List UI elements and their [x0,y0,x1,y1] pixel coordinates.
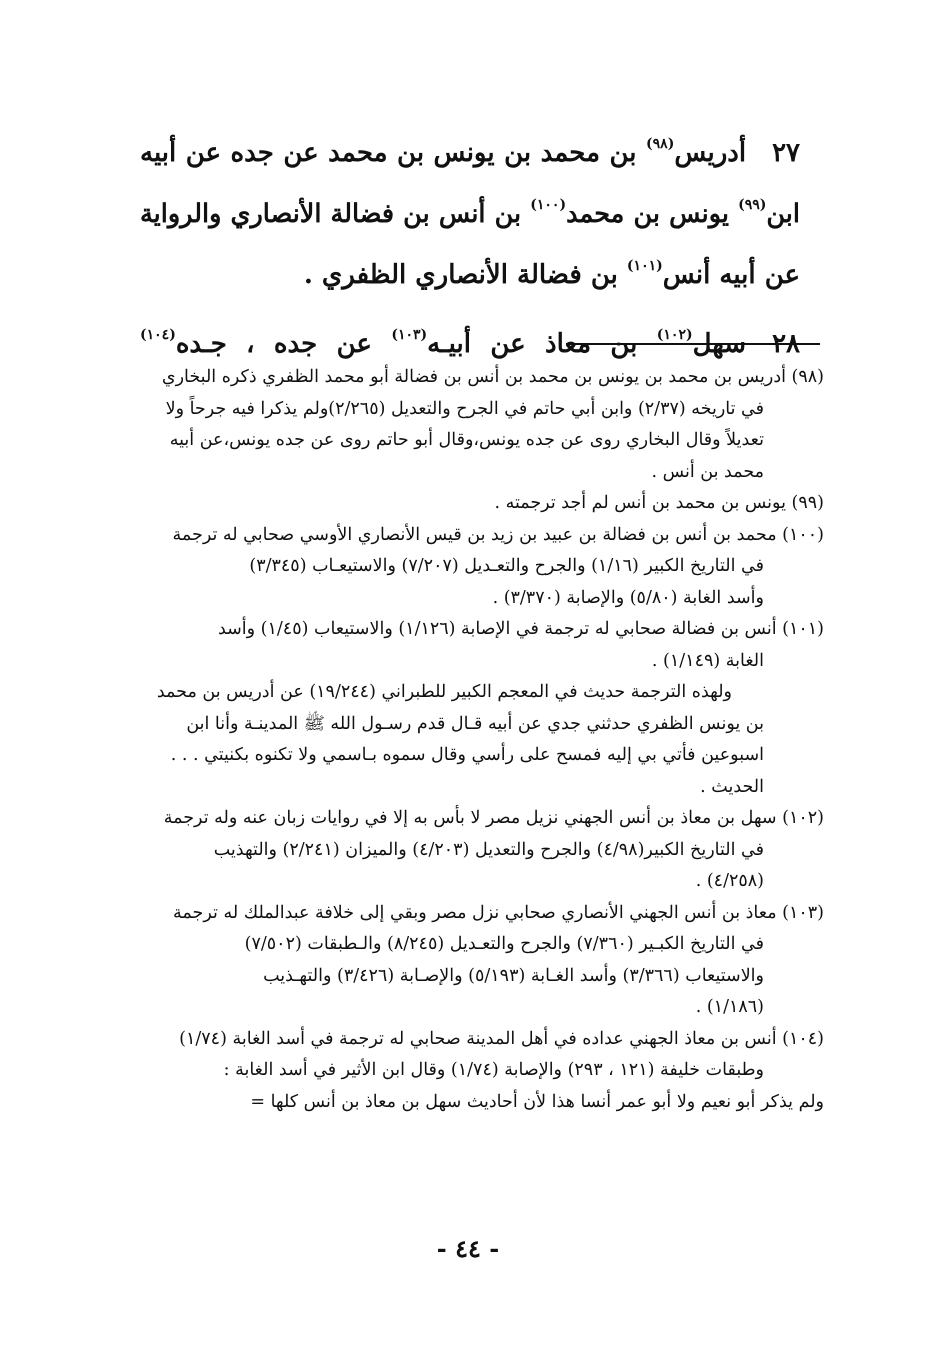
text-run: عن أبيه أنس [662,260,800,290]
footnote-100 [144,520,824,615]
text-run: سهل [692,329,747,359]
footnote-line: (١٠٤) أنس بن معاذ الجهني عداده في أهل المدينة صحابي له ترجمة في أسد الغابة (١/٧٤) [179,1028,824,1049]
footnote-line: في التاريخ الكبير(٤/٩٨) والجرح والتعديل (٤/٢٠٣) والميزان (٢/٢٤١) والتهذيب [213,839,764,860]
text-run: ابن [766,199,800,229]
text-run: عن جده ، جـده [175,329,392,359]
footnote-line: (٤/٢٥٨) . [695,871,764,891]
text-run: أدريس [674,138,747,168]
entry-27 [140,118,800,301]
footnote-line: في تاريخه (٢/٣٧) وابن أبي حاتم في الجرح والتعديل (٢/٢٦٥)ولم يذكرا فيه جرحاً ولا [165,398,764,419]
footnote-line: والاستيعاب (٣/٣٦٦) وأسد الغـابة (٥/١٩٣) والإصـابة (٣/٤٢٦) والتهـذيب [263,965,764,986]
text-run: بن أنس بن فضالة الأنصاري والرواية [140,199,531,229]
footnote-line: (٩٩) يونس بن محمد بن أنس لم أجد ترجمته . [494,493,824,513]
footnote-ref[interactable]: (١٠١) [626,258,663,274]
main-text [140,118,800,370]
footnote-ref[interactable]: (١٠٤) [140,327,176,343]
footnote-line: (٩٨) أدريس بن محمد بن يونس بن محمد بن أنس بن فضالة أبو محمد الظفري ذكره البخاري [161,367,824,387]
text-run: بن فضالة الأنصاري الظفري . [303,260,627,290]
footnote-ref[interactable]: (١٠٢) [656,327,693,343]
paragraph-line: بن يونس الظفري حدثني جدي عن أبيه قـال قدم رسـول الله ﷺ المدينـة وأنا ابن [186,713,764,734]
footnote-line: ولم يذكر أبو نعيم ولا أبو عمر أنسا هذا لأن أحاديث سهل بن معاذ بن أنس كلها = [250,1091,824,1112]
footnote-line: الغابة (١/١٤٩) . [651,650,764,671]
footnote-101 [144,614,824,677]
paragraph-line: ولهذه الترجمة حديث في المعجم الكبير للطبراني (١٩/٢٤٤) عن أدريس بن محمد [156,682,732,702]
footnote-line: محمد بن أنس . [651,461,764,482]
page-number: - ٤٤ - [436,1234,500,1263]
footnote-line: في التاريخ الكبير (١/١٦) والجرح والتعـديل (٧/٢٠٧) والاستيعـاب (٣/٣٤٥) [249,556,764,576]
footnote-ref[interactable]: (١٠٠) [530,197,567,213]
footnote-line: وطبقات خليفة (١٢١ ، ٢٩٣) والإصابة (١/٧٤) وقال ابن الأثير في أسد الغابة : [223,1060,764,1080]
footnote-line: (١٠٠) محمد بن أنس بن فضالة بن عبيد بن زيد بن قيس الأنصاري الأوسي صحابي له ترجمة [172,524,824,545]
paragraph-line: اسبوعين فأتي بي إليه فمسح على رأسي وقال سموه بـاسمي ولا تكنوه بكنيتي . . . [170,745,764,765]
entry-line [140,240,800,301]
footnote-104 [144,1024,824,1119]
entry-line [140,309,800,370]
footnote-line: (١/١٨٦) . [695,997,764,1017]
entry-28 [140,309,800,370]
footnote-103 [144,898,824,1024]
footnote-ref[interactable]: (٩٨) [646,136,675,152]
text-run: بن محمد بن يونس بن محمد عن جده عن أبيه [140,138,647,168]
footnote-ref[interactable]: (٩٩) [738,197,767,213]
footnote-line: (١٠١) أنس بن فضالة صحابي له ترجمة في الإصابة (١/١٢٦) والاستيعاب (١/٤٥) وأسد [217,619,824,639]
entry-line [140,118,800,179]
entry-number: ٢٨ [772,329,800,359]
footnote-line: تعديلاً وقال البخاري روى عن جده يونس،وقال أبو حاتم روى عن جده يونس،عن أبيه [169,430,764,450]
footnote-separator [566,343,820,345]
footnote-line: في التاريخ الكبـير (٧/٣٦٠) والجرح والتعـديل (٨/٢٤٥) والـطبقات (٧/٥٠٢) [244,934,764,954]
footnote-98 [144,362,824,488]
footnote-line: وأسد الغابة (٥/٨٠) والإصابة (٣/٣٧٠) . [492,587,764,608]
text-run: يونس بن محمد [566,199,739,229]
footnote-line: (١٠٣) معاذ بن أنس الجهني الأنصاري صحابي نزل مصر وبقي إلى خلافة عبدالملك له ترجمة [173,902,824,923]
footnote-99 [144,488,824,520]
footnote-line: (١٠٢) سهل بن معاذ بن أنس الجهني نزيل مصر لا بأس به إلا في روايات زبان عنه وله ترجمة [163,808,824,828]
hadith-paragraph [144,677,824,803]
footnotes [144,362,824,1118]
text-run: بن معاذ عن أبيـه [427,329,657,359]
entry-number: ٢٧ [772,138,800,168]
footnote-ref[interactable]: (١٠٣) [391,327,428,343]
entry-line [140,179,800,240]
paragraph-line: الحديث . [700,776,764,797]
footnote-102 [144,803,824,898]
